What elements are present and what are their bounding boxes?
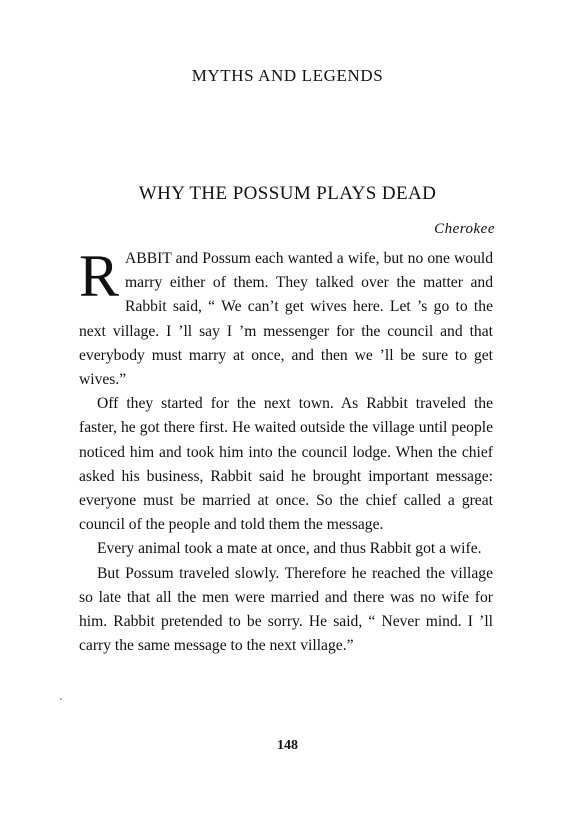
paragraph-3: Every animal took a mate at once, and thus Rabbit got a wife. bbox=[97, 540, 482, 558]
page-number: 148 bbox=[277, 738, 298, 753]
drop-cap: R bbox=[79, 243, 120, 309]
paragraph-1-text: ABBIT and Possum each wanted a wife, but no one would marry either of them. They talked over the matter and Rabbit said, “ We can’t get wives here. Let ’s go to the next village. I ’ll say I ’m messenger for the council and that everybody must marry at once, and then we ’ll be sure to get wives.” bbox=[79, 250, 493, 389]
print-speck bbox=[60, 698, 62, 700]
paragraph-1 bbox=[79, 243, 493, 392]
paragraph-2: Off they started for the next town. As Rabbit traveled the faster, he got there first. He waited outside the village until people noticed him and took him into the council lodge. When the chief asked his business, Rabbit said he brought important message: everyone must be married at once. So the chief called a great council of the people and told them the message. bbox=[79, 395, 493, 534]
chapter-title: WHY THE POSSUM PLAYS DEAD bbox=[138, 183, 437, 204]
running-head: MYTHS AND LEGENDS bbox=[191, 66, 384, 85]
story-body bbox=[79, 243, 493, 658]
attribution: Cherokee bbox=[434, 221, 495, 237]
paragraph-4: But Possum traveled slowly. Therefore he reached the village so late that all the men were married and there was no wife for him. Rabbit pretended to be sorry. He said, “ Never mind. I ’ll carry the same message to the next village.” bbox=[79, 564, 493, 655]
